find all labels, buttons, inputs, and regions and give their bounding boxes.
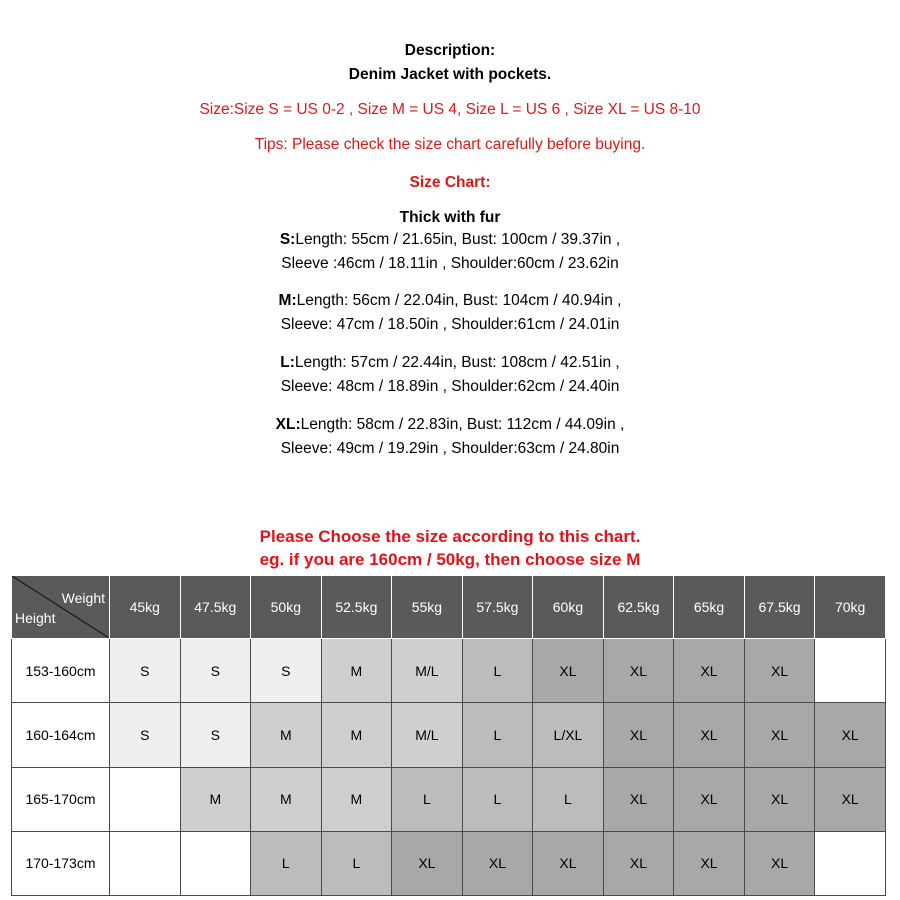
size-cell: XL <box>815 703 886 767</box>
size-cell: L <box>533 767 604 831</box>
size-cell: XL <box>744 639 815 703</box>
size-label: S: <box>279 231 296 248</box>
size-block-s <box>0 228 900 276</box>
size-cell: M <box>251 767 322 831</box>
weight-header: 55kg <box>392 576 463 639</box>
size-cell: L <box>462 767 533 831</box>
size-cell: XL <box>744 767 815 831</box>
size-cell: L <box>251 831 322 895</box>
size-cell <box>110 767 181 831</box>
size-cell: XL <box>603 703 674 767</box>
size-mapping-text: Size:Size S = US 0-2 , Size M = US 4, Size L = US 6 , Size XL = US 8-10 <box>199 101 701 118</box>
size-cell: M/L <box>392 639 463 703</box>
size-cell: S <box>110 703 181 767</box>
weight-header: 47.5kg <box>180 576 251 639</box>
size-cell <box>815 831 886 895</box>
weight-header: 52.5kg <box>321 576 392 639</box>
size-label: M: <box>278 292 297 309</box>
weight-header: 57.5kg <box>462 576 533 639</box>
size-cell: XL <box>603 767 674 831</box>
size-cell: S <box>251 639 322 703</box>
size-block-xl <box>0 413 900 461</box>
weight-header: 62.5kg <box>603 576 674 639</box>
size-cell: M <box>321 639 392 703</box>
size-cell: L <box>462 703 533 767</box>
table-row <box>12 831 886 895</box>
size-cell: XL <box>533 639 604 703</box>
size-cell: XL <box>533 831 604 895</box>
size-block-l <box>0 351 900 399</box>
size-cell: M <box>321 767 392 831</box>
size-cell: XL <box>674 639 745 703</box>
size-cell: L <box>462 639 533 703</box>
diagonal-divider <box>12 576 109 638</box>
height-label: 170-173cm <box>12 831 110 895</box>
table-corner-cell <box>12 576 110 639</box>
size-cell: S <box>180 639 251 703</box>
size-table <box>11 575 886 896</box>
weight-header: 45kg <box>110 576 181 639</box>
chart-notice <box>0 525 900 571</box>
description-heading: Description: <box>404 42 496 59</box>
table-row <box>12 639 886 703</box>
size-cell: XL <box>744 831 815 895</box>
corner-height-label: Height <box>15 610 56 626</box>
weight-header: 70kg <box>815 576 886 639</box>
size-cell: S <box>110 639 181 703</box>
size-cell: M <box>180 767 251 831</box>
corner-weight-label: Weight <box>61 590 105 606</box>
size-cell: XL <box>603 831 674 895</box>
size-cell: L <box>321 831 392 895</box>
size-cell <box>180 831 251 895</box>
size-cell: M <box>321 703 392 767</box>
size-cell <box>110 831 181 895</box>
weight-header: 65kg <box>674 576 745 639</box>
size-cell: S <box>180 703 251 767</box>
size-measure-line: Sleeve :46cm / 18.11in , Shoulder:60cm / 23.62in <box>281 255 619 272</box>
size-measure-line: Sleeve: 47cm / 18.50in , Shoulder:61cm / 24.01in <box>280 316 620 333</box>
size-label: L: <box>280 354 295 371</box>
size-measure-line: Length: 57cm / 22.44in, Bust: 108cm / 42.51in , <box>294 354 620 371</box>
weight-header: 50kg <box>251 576 322 639</box>
variant-heading: Thick with fur <box>399 209 501 226</box>
size-cell: L/XL <box>533 703 604 767</box>
size-cell: L <box>392 767 463 831</box>
size-chart-heading: Size Chart: <box>409 174 491 191</box>
size-cell: XL <box>744 703 815 767</box>
weight-header: 67.5kg <box>744 576 815 639</box>
size-measure-line: Length: 58cm / 22.83in, Bust: 112cm / 44.09in , <box>300 416 625 433</box>
tips-text: Tips: Please check the size chart carefully before buying. <box>254 136 646 153</box>
height-label: 160-164cm <box>12 703 110 767</box>
size-cell: XL <box>815 767 886 831</box>
table-row <box>12 703 886 767</box>
size-cell: XL <box>603 639 674 703</box>
table-header-row <box>12 576 886 639</box>
chart-notice-line: eg. if you are 160cm / 50kg, then choose size M <box>259 550 641 569</box>
size-cell: M/L <box>392 703 463 767</box>
size-cell: XL <box>392 831 463 895</box>
size-cell: XL <box>674 703 745 767</box>
chart-notice-line: Please Choose the size according to this chart. <box>259 527 641 546</box>
size-measure-line: Sleeve: 48cm / 18.89in , Shoulder:62cm / 24.40in <box>280 378 620 395</box>
size-cell: XL <box>674 767 745 831</box>
size-cell <box>815 639 886 703</box>
size-cell: M <box>251 703 322 767</box>
size-measure-line: Sleeve: 49cm / 19.29in , Shoulder:63cm / 24.80in <box>280 440 620 457</box>
product-title: Denim Jacket with pockets. <box>348 66 552 83</box>
size-measure-line: Length: 55cm / 21.65in, Bust: 100cm / 39.37in , <box>295 231 621 248</box>
size-cell: XL <box>462 831 533 895</box>
height-label: 165-170cm <box>12 767 110 831</box>
size-measure-line: Length: 56cm / 22.04in, Bust: 104cm / 40.94in , <box>296 292 622 309</box>
size-label: XL: <box>275 416 301 433</box>
size-cell: XL <box>674 831 745 895</box>
size-block-m <box>0 289 900 337</box>
height-label: 153-160cm <box>12 639 110 703</box>
table-row <box>12 767 886 831</box>
weight-header: 60kg <box>533 576 604 639</box>
